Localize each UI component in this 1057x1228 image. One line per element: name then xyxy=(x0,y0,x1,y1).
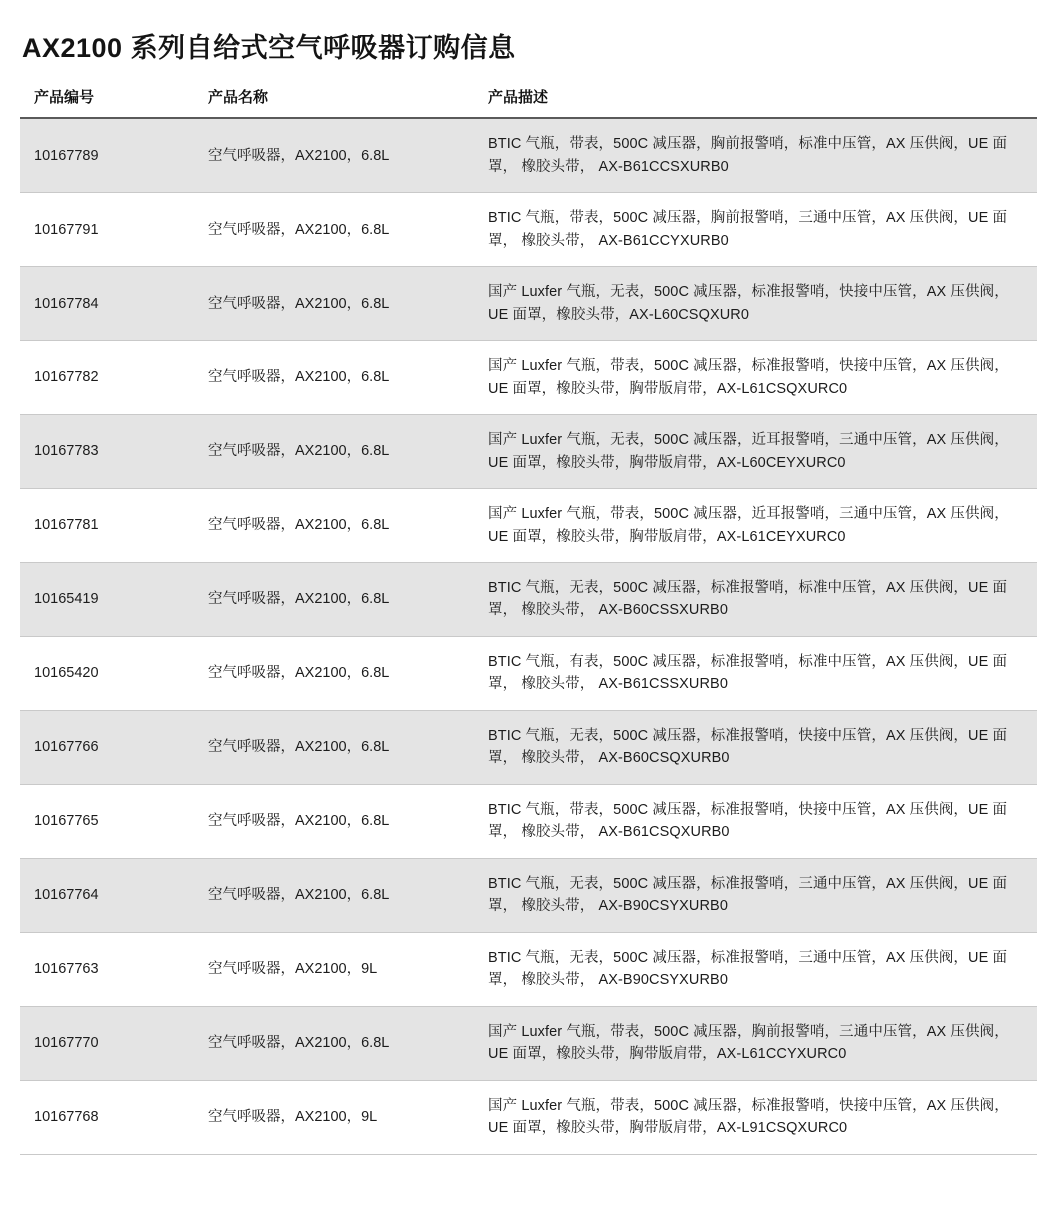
table-row xyxy=(20,341,1037,415)
column-header-name: 产品名称 xyxy=(200,78,480,118)
cell-product-description: BTIC 气瓶，带表，500C 减压器，胸前报警哨，三通中压管，AX 压供阀，UE 面罩， 橡胶头带， AX-B61CCYXURB0 xyxy=(480,193,1037,267)
cell-product-description: BTIC 气瓶，无表，500C 减压器，标准报警哨，三通中压管，AX 压供阀，UE 面罩， 橡胶头带， AX-B90CSYXURB0 xyxy=(480,858,1037,932)
table-row xyxy=(20,1080,1037,1154)
cell-product-name: 空气呼吸器，AX2100，6.8L xyxy=(200,341,480,415)
table-row xyxy=(20,193,1037,267)
cell-product-name: 空气呼吸器，AX2100，6.8L xyxy=(200,858,480,932)
cell-product-code: 10167791 xyxy=(20,193,200,267)
cell-product-code: 10167781 xyxy=(20,489,200,563)
cell-product-code: 10167764 xyxy=(20,858,200,932)
cell-product-description: BTIC 气瓶，无表，500C 减压器，标准报警哨，三通中压管，AX 压供阀，UE 面罩， 橡胶头带， AX-B90CSYXURB0 xyxy=(480,932,1037,1006)
cell-product-code: 10167783 xyxy=(20,415,200,489)
cell-product-description: 国产 Luxfer 气瓶，带表，500C 减压器，近耳报警哨，三通中压管，AX 压供阀，UE 面罩，橡胶头带，胸带版肩带，AX-L61CEYXURC0 xyxy=(480,489,1037,563)
cell-product-description: 国产 Luxfer 气瓶，无表，500C 减压器，标准报警哨，快接中压管，AX 压供阀，UE 面罩，橡胶头带，AX-L60CSQXUR0 xyxy=(480,267,1037,341)
cell-product-code: 10167782 xyxy=(20,341,200,415)
cell-product-name: 空气呼吸器，AX2100，6.8L xyxy=(200,415,480,489)
table-row xyxy=(20,118,1037,192)
cell-product-name: 空气呼吸器，AX2100，6.8L xyxy=(200,193,480,267)
table-row xyxy=(20,489,1037,563)
cell-product-code: 10167789 xyxy=(20,118,200,192)
cell-product-name: 空气呼吸器，AX2100，6.8L xyxy=(200,784,480,858)
table-row xyxy=(20,1006,1037,1080)
cell-product-description: BTIC 气瓶，有表，500C 减压器，标准报警哨，标准中压管，AX 压供阀，UE 面罩， 橡胶头带， AX-B61CSSXURB0 xyxy=(480,636,1037,710)
cell-product-code: 10167784 xyxy=(20,267,200,341)
cell-product-description: BTIC 气瓶，无表，500C 减压器，标准报警哨，快接中压管，AX 压供阀，UE 面罩， 橡胶头带， AX-B60CSQXURB0 xyxy=(480,710,1037,784)
column-header-code: 产品编号 xyxy=(20,78,200,118)
cell-product-name: 空气呼吸器，AX2100，9L xyxy=(200,932,480,1006)
table-header xyxy=(20,78,1037,118)
cell-product-description: 国产 Luxfer 气瓶，无表，500C 减压器，近耳报警哨，三通中压管，AX 压供阀，UE 面罩，橡胶头带，胸带版肩带，AX-L60CEYXURC0 xyxy=(480,415,1037,489)
ordering-information-table xyxy=(20,78,1037,1154)
cell-product-description: BTIC 气瓶，带表，500C 减压器，标准报警哨，快接中压管，AX 压供阀，UE 面罩， 橡胶头带， AX-B61CSQXURB0 xyxy=(480,784,1037,858)
table-row xyxy=(20,858,1037,932)
cell-product-description: BTIC 气瓶，无表，500C 减压器，标准报警哨，标准中压管，AX 压供阀，UE 面罩， 橡胶头带， AX-B60CSSXURB0 xyxy=(480,563,1037,637)
cell-product-code: 10167763 xyxy=(20,932,200,1006)
table-body xyxy=(20,118,1037,1154)
cell-product-name: 空气呼吸器，AX2100，6.8L xyxy=(200,1006,480,1080)
cell-product-description: 国产 Luxfer 气瓶，带表，500C 减压器，标准报警哨，快接中压管，AX 压供阀，UE 面罩，橡胶头带，胸带版肩带，AX-L61CSQXURC0 xyxy=(480,341,1037,415)
cell-product-name: 空气呼吸器，AX2100，6.8L xyxy=(200,118,480,192)
table-row xyxy=(20,710,1037,784)
cell-product-name: 空气呼吸器，AX2100，6.8L xyxy=(200,489,480,563)
cell-product-name: 空气呼吸器，AX2100，9L xyxy=(200,1080,480,1154)
cell-product-name: 空气呼吸器，AX2100，6.8L xyxy=(200,563,480,637)
cell-product-code: 10167770 xyxy=(20,1006,200,1080)
cell-product-code: 10167766 xyxy=(20,710,200,784)
table-row xyxy=(20,784,1037,858)
table-row xyxy=(20,267,1037,341)
cell-product-description: 国产 Luxfer 气瓶，带表，500C 减压器，标准报警哨，快接中压管，AX 压供阀，UE 面罩，橡胶头带，胸带版肩带，AX-L91CSQXURC0 xyxy=(480,1080,1037,1154)
table-row xyxy=(20,636,1037,710)
cell-product-name: 空气呼吸器，AX2100，6.8L xyxy=(200,267,480,341)
table-header-row xyxy=(20,78,1037,118)
cell-product-description: BTIC 气瓶，带表，500C 减压器，胸前报警哨，标准中压管，AX 压供阀，UE 面罩， 橡胶头带， AX-B61CCSXURB0 xyxy=(480,118,1037,192)
table-row xyxy=(20,932,1037,1006)
cell-product-name: 空气呼吸器，AX2100，6.8L xyxy=(200,636,480,710)
cell-product-code: 10167768 xyxy=(20,1080,200,1154)
table-row xyxy=(20,415,1037,489)
page-title: AX2100 系列自给式空气呼吸器订购信息 xyxy=(22,33,516,63)
cell-product-description: 国产 Luxfer 气瓶，带表，500C 减压器，胸前报警哨，三通中压管，AX 压供阀，UE 面罩，橡胶头带，胸带版肩带，AX-L61CCYXURC0 xyxy=(480,1006,1037,1080)
cell-product-code: 10167765 xyxy=(20,784,200,858)
cell-product-code: 10165420 xyxy=(20,636,200,710)
cell-product-code: 10165419 xyxy=(20,563,200,637)
column-header-description: 产品描述 xyxy=(480,78,1037,118)
table-row xyxy=(20,563,1037,637)
cell-product-name: 空气呼吸器，AX2100，6.8L xyxy=(200,710,480,784)
